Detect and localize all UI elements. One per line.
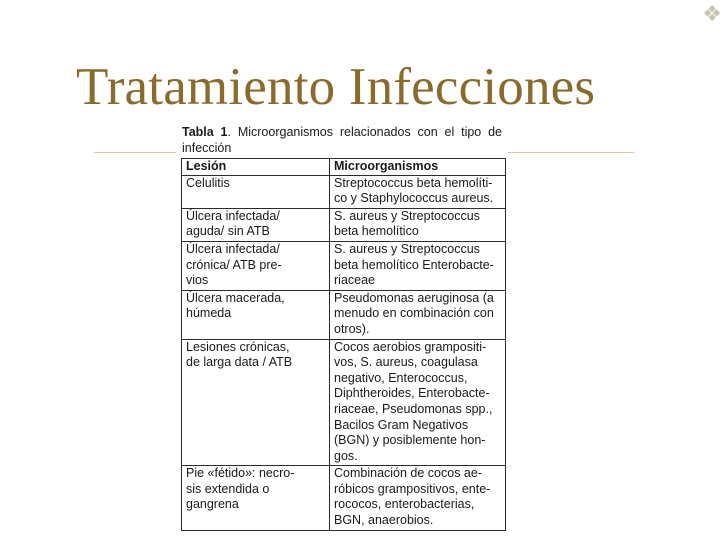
table-row: [182, 290, 506, 339]
lesion-cell: Lesiones crónicas, de larga data / ATB: [182, 339, 330, 466]
lesion-cell: Pie «fétido»: necro- sis extendida o gangrena: [182, 466, 330, 530]
table-row: [182, 175, 506, 208]
lesion-cell: Úlcera infectada/ aguda/ sin ATB: [182, 208, 330, 241]
table-header-row: [182, 159, 506, 176]
table-caption: [182, 124, 502, 156]
lesion-cell: Celulitis: [182, 175, 330, 208]
organisms-cell: S. aureus y Streptococcus beta hemolítico: [330, 208, 506, 241]
table-row: [182, 241, 506, 290]
title-divider-right: [508, 152, 634, 153]
table-row: [182, 466, 506, 530]
caption-text: . Microorganismos relacionados con el tipo de infección: [182, 125, 502, 155]
microorganisms-table: [181, 158, 506, 531]
organisms-cell: Streptococcus beta hemolíti- co y Staphylococcus aureus.: [330, 175, 506, 208]
caption-label: Tabla 1: [182, 125, 228, 139]
organisms-cell: Cocos aerobios grampositi- vos, S. aureus, coagulasa negativo, Enterococcus, Diphtheroides, Enterobacte- riaceae, Pseudomonas spp., Bacilos Gram Negativos (BGN) y posiblemente hon- gos.: [330, 339, 506, 466]
slide-title: Tratamiento Infecciones: [76, 58, 596, 116]
organisms-cell: Combinación de cocos ae- róbicos grampositivos, ente- rococos, enterobacterias, BGN, anaerobios.: [330, 466, 506, 530]
organisms-cell: S. aureus y Streptococcus beta hemolítico Enterobacte- riaceae: [330, 241, 506, 290]
header-lesion: Lesión: [182, 159, 330, 176]
organisms-cell: Pseudomonas aeruginosa (a menudo en combinación con otros).: [330, 290, 506, 339]
lesion-cell: Úlcera macerada, húmeda: [182, 290, 330, 339]
decorative-corner-icon: ❖: [702, 2, 722, 27]
table-row: [182, 208, 506, 241]
lesion-cell: Úlcera infectada/ crónica/ ATB pre- vios: [182, 241, 330, 290]
header-microorganisms: Microorganismos: [330, 159, 506, 176]
table-image: [176, 121, 508, 546]
title-divider-left: [94, 152, 176, 153]
table-row: [182, 339, 506, 466]
